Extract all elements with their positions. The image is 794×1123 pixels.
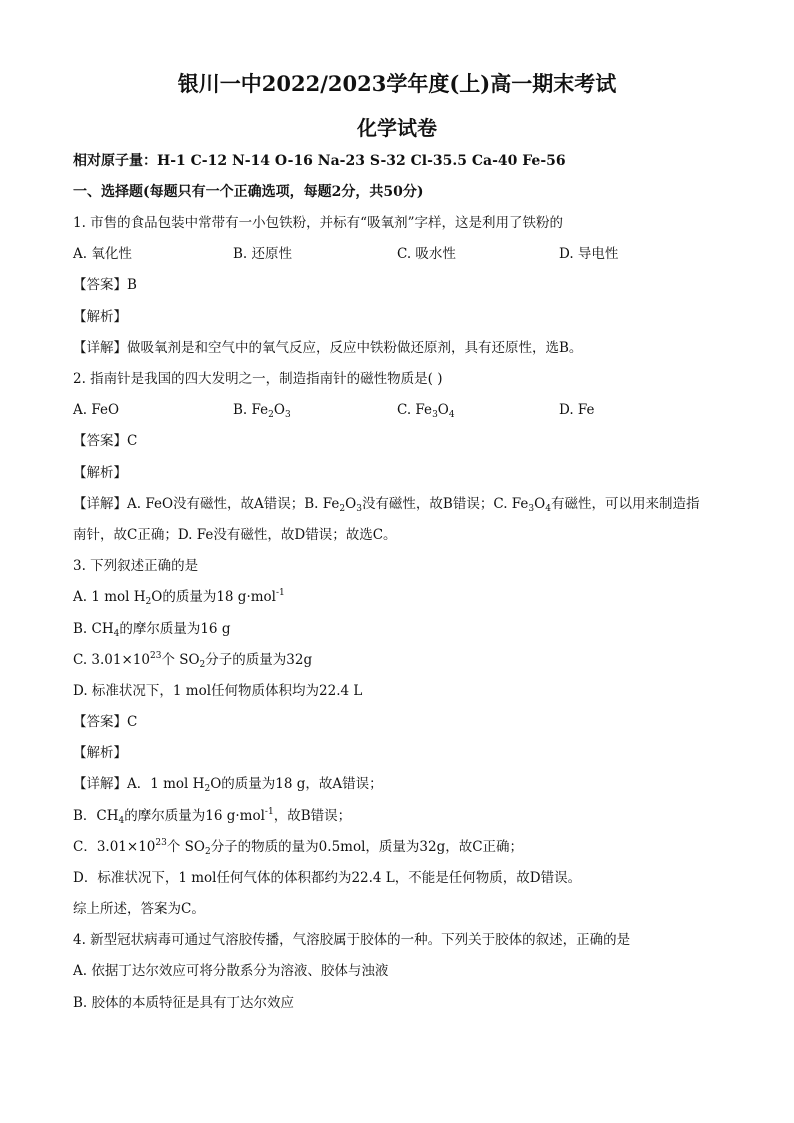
q3-option-c: C. $3.01\times 10^{23}$个 $SO_2$分子的质量为32g: [73, 651, 313, 670]
q3-answer: 【答案】C: [73, 714, 138, 730]
q3-stem: 3. 下列叙述正确的是: [73, 558, 199, 574]
q4-option-a: A. 依据丁达尔效应可将分散系分为溶液、胶体与浊液: [73, 963, 389, 979]
q2-option-b: B. $Fe_2O_3$: [233, 402, 291, 420]
q2-stem: 2. 指南针是我国的四大发明之一，制造指南针的磁性物质是( ): [73, 371, 443, 387]
q3-option-b: B. $CH_4$的摩尔质量为16 g: [73, 621, 231, 639]
q3-detail-d: D．标准状况下，1 mol任何气体的体积都约为22.4 L，不能是任何物质，故D错误。: [73, 870, 582, 886]
q3-summary: 综上所述，答案为C。: [73, 901, 205, 917]
atomic-masses: 相对原子量：H-1 C-12 N-14 O-16 Na-23 S-32 Cl-35.5 Ca-40 Fe-56: [73, 153, 566, 169]
exam-subtitle: 化学试卷: [357, 116, 437, 140]
q4-stem: 4. 新型冠状病毒可通过气溶胶传播，气溶胶属于胶体的一种。下列关于胶体的叙述，正确的是: [73, 932, 631, 948]
q2-detail-line1: 【详解】A. FeO没有磁性，故A错误；B. $Fe_2O_3$没有磁性，故B错误；C. $Fe_3O_4$有磁性，可以用来制造指: [73, 496, 700, 514]
q1-option-b: B. 还原性: [233, 246, 293, 262]
q2-detail-line2: 南针，故C正确；D. Fe没有磁性，故D错误；故选C。: [73, 527, 397, 543]
q3-detail-b: B．$CH_4$的摩尔质量为16 g·mol$^{-1}$，故B错误；: [73, 807, 352, 826]
q3-detail-c: C．$3.01\times 10^{23}$个 $SO_2$分子的物质的量为0.5mol，质量为32g，故C正确；: [73, 838, 524, 857]
q1-option-c: C. 吸水性: [397, 246, 456, 262]
q1-analysis: 【解析】: [73, 309, 127, 325]
q1-option-a: A. 氧化性: [73, 246, 132, 262]
q2-answer: 【答案】C: [73, 433, 138, 449]
q2-option-c: C. $Fe_3O_4$: [397, 402, 455, 420]
q3-option-a: A. 1 mol $H_2O$的质量为18 g·mol$^{-1}$: [73, 588, 285, 607]
q2-analysis: 【解析】: [73, 465, 127, 481]
q2-option-d: D. Fe: [559, 402, 595, 418]
section-heading: 一、选择题(每题只有一个正确选项，每题2分，共50分): [73, 184, 424, 200]
exam-title: 银川一中2022/2023学年度(上)高一期末考试: [177, 71, 617, 96]
q3-detail-a: 【详解】A．1 mol $H_2O$的质量为18 g，故A错误；: [73, 776, 383, 794]
q1-answer: 【答案】B: [73, 277, 137, 293]
q3-analysis: 【解析】: [73, 745, 127, 761]
q1-option-d: D. 导电性: [559, 246, 619, 262]
q1-stem: 1. 市售的食品包装中常带有一小包铁粉，并标有“吸氧剂”字样，这是利用了铁粉的: [73, 215, 563, 231]
q2-option-a: A. FeO: [73, 402, 120, 418]
q3-option-d: D. 标准状况下，1 mol任何物质体积均为22.4 L: [73, 683, 363, 699]
q1-detail: 【详解】做吸氧剂是和空气中的氧气反应，反应中铁粉做还原剂，具有还原性，选B。: [73, 340, 583, 356]
q4-option-b: B. 胶体的本质特征是具有丁达尔效应: [73, 995, 295, 1011]
